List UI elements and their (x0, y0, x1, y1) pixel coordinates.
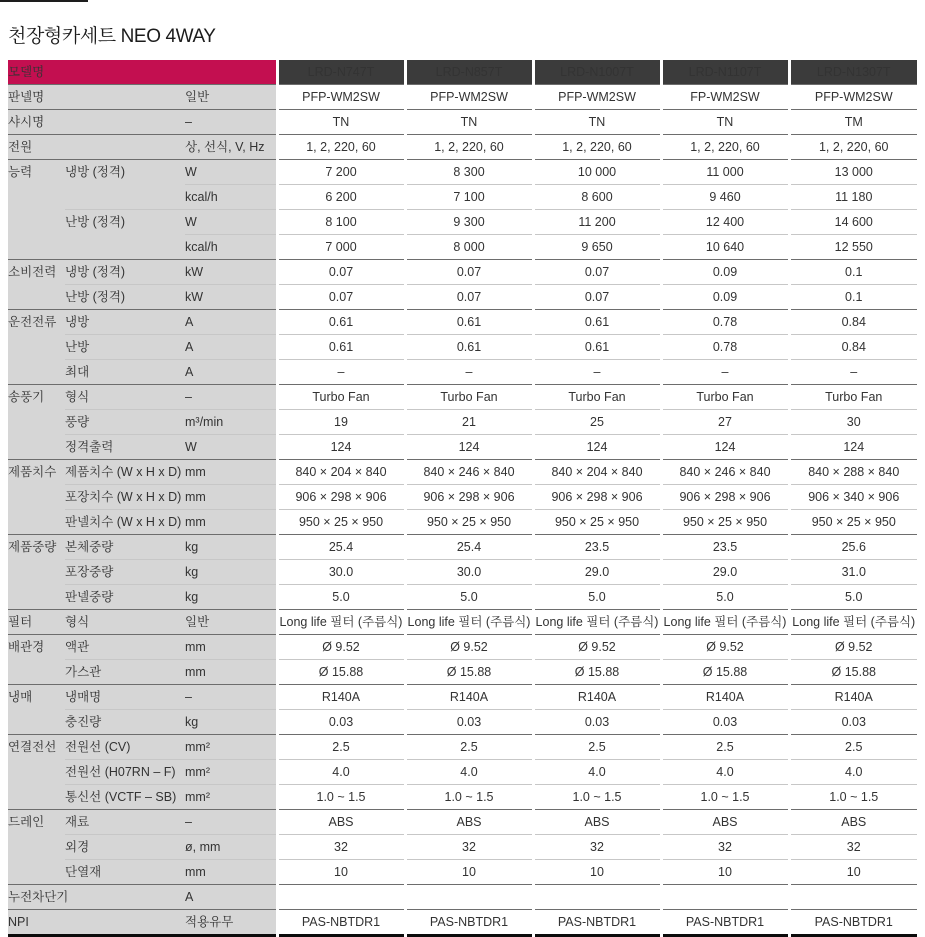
spec-value: Turbo Fan (277, 385, 405, 410)
spec-value: Ø 9.52 (405, 635, 533, 660)
spec-value: 7 100 (405, 185, 533, 210)
table-row (8, 110, 917, 135)
spec-value: 13 000 (789, 160, 917, 185)
row-category: 운전전류 (8, 310, 65, 385)
row-unit: mm² (185, 760, 277, 785)
spec-value: 0.84 (789, 335, 917, 360)
model-header-cell: LRD-N747T (277, 60, 405, 85)
spec-value: 906 × 298 × 906 (277, 485, 405, 510)
row-unit: mm (185, 860, 277, 885)
row-subcategory: 전원선 (CV) (65, 735, 185, 760)
row-unit: – (185, 385, 277, 410)
table-row (8, 860, 917, 885)
row-unit: kcal/h (185, 185, 277, 210)
spec-value: 950 × 25 × 950 (405, 510, 533, 535)
spec-value: 10 (405, 860, 533, 885)
row-unit: kg (185, 585, 277, 610)
row-unit: mm² (185, 785, 277, 810)
row-category: 드레인 (8, 810, 65, 885)
spec-value: 1.0 ~ 1.5 (277, 785, 405, 810)
spec-value: – (405, 360, 533, 385)
spec-value: 19 (277, 410, 405, 435)
spec-value: 30.0 (405, 560, 533, 585)
table-row (8, 760, 917, 785)
row-subcategory: 정격출력 (65, 435, 185, 460)
row-subcategory: 액관 (65, 635, 185, 660)
spec-value: 0.61 (533, 310, 661, 335)
row-category: 전원 (8, 135, 185, 160)
table-row (8, 685, 917, 710)
spec-value: 2.5 (661, 735, 789, 760)
spec-value: 10 000 (533, 160, 661, 185)
spec-value: 30.0 (277, 560, 405, 585)
spec-value: PAS-NBTDR1 (405, 910, 533, 936)
model-header-label: 모델명 (8, 60, 277, 85)
spec-value: PFP-WM2SW (789, 85, 917, 110)
spec-value: 1, 2, 220, 60 (277, 135, 405, 160)
row-unit: 일반 (185, 85, 277, 110)
spec-value (661, 885, 789, 910)
row-subcategory: 최대 (65, 360, 185, 385)
spec-value: 32 (405, 835, 533, 860)
spec-value: 2.5 (405, 735, 533, 760)
spec-value: 25.4 (277, 535, 405, 560)
spec-value: 0.09 (661, 260, 789, 285)
row-subcategory: 전원선 (H07RN – F) (65, 760, 185, 785)
row-subcategory: 재료 (65, 810, 185, 835)
spec-value: 8 300 (405, 160, 533, 185)
spec-value: 906 × 298 × 906 (533, 485, 661, 510)
spec-value: R140A (277, 685, 405, 710)
row-unit: – (185, 810, 277, 835)
spec-value: 4.0 (661, 760, 789, 785)
row-subcategory: 단열재 (65, 860, 185, 885)
spec-value: 7 000 (277, 235, 405, 260)
row-unit: – (185, 685, 277, 710)
spec-value: 8 000 (405, 235, 533, 260)
table-row (8, 585, 917, 610)
spec-value: 1, 2, 220, 60 (533, 135, 661, 160)
spec-value: TN (533, 110, 661, 135)
table-row (8, 660, 917, 685)
row-category: 제품중량 (8, 535, 65, 610)
spec-value: 5.0 (661, 585, 789, 610)
row-subcategory: 본체중량 (65, 535, 185, 560)
spec-value: 9 460 (661, 185, 789, 210)
model-header-cell: LRD-N1107T (661, 60, 789, 85)
spec-value: PFP-WM2SW (277, 85, 405, 110)
spec-value: 30 (789, 410, 917, 435)
table-row (8, 360, 917, 385)
spec-value: 1.0 ~ 1.5 (661, 785, 789, 810)
row-unit: kg (185, 560, 277, 585)
spec-value: 840 × 246 × 840 (405, 460, 533, 485)
row-unit: mm (185, 660, 277, 685)
spec-value: TN (661, 110, 789, 135)
table-row (8, 635, 917, 660)
spec-value: 29.0 (533, 560, 661, 585)
spec-value: Long life 필터 (주름식) (405, 610, 533, 635)
spec-value: 7 200 (277, 160, 405, 185)
spec-value: 840 × 246 × 840 (661, 460, 789, 485)
model-header-row (8, 60, 917, 85)
table-row (8, 835, 917, 860)
row-unit: 적용유무 (185, 910, 277, 936)
spec-value: 32 (661, 835, 789, 860)
spec-value: 29.0 (661, 560, 789, 585)
row-unit: A (185, 885, 277, 910)
row-subcategory: 포장치수 (W x H x D) (65, 485, 185, 510)
spec-value (277, 885, 405, 910)
spec-value: 4.0 (533, 760, 661, 785)
table-row (8, 535, 917, 560)
spec-value: 0.1 (789, 285, 917, 310)
spec-value: Turbo Fan (661, 385, 789, 410)
row-unit: mm (185, 635, 277, 660)
row-unit: W (185, 435, 277, 460)
spec-value: 0.09 (661, 285, 789, 310)
spec-value: 10 (533, 860, 661, 885)
row-subcategory: 난방 (65, 335, 185, 360)
spec-value: 4.0 (405, 760, 533, 785)
spec-value: Turbo Fan (533, 385, 661, 410)
spec-value: Long life 필터 (주름식) (277, 610, 405, 635)
row-subcategory: 냉방 (정격) (65, 260, 185, 285)
row-category: 연결전선 (8, 735, 65, 810)
spec-value: 906 × 298 × 906 (405, 485, 533, 510)
table-row (8, 210, 917, 235)
spec-value: – (277, 360, 405, 385)
spec-value (405, 885, 533, 910)
row-category: 소비전력 (8, 260, 65, 310)
spec-value: 124 (789, 435, 917, 460)
row-unit: mm² (185, 735, 277, 760)
spec-value: Long life 필터 (주름식) (661, 610, 789, 635)
table-row (8, 310, 917, 335)
table-row (8, 135, 917, 160)
model-header-cell: LRD-N1307T (789, 60, 917, 85)
table-row (8, 610, 917, 635)
row-subcategory: 통신선 (VCTF – SB) (65, 785, 185, 810)
row-category: 필터 (8, 610, 65, 635)
spec-value (789, 885, 917, 910)
spec-value: 32 (789, 835, 917, 860)
spec-value: R140A (661, 685, 789, 710)
table-row (8, 460, 917, 485)
spec-value: PAS-NBTDR1 (533, 910, 661, 936)
spec-value: 950 × 25 × 950 (533, 510, 661, 535)
table-row (8, 785, 917, 810)
spec-value: 32 (277, 835, 405, 860)
spec-value: 8 600 (533, 185, 661, 210)
spec-value: 11 200 (533, 210, 661, 235)
spec-value: Long life 필터 (주름식) (789, 610, 917, 635)
table-row (8, 410, 917, 435)
spec-value: 5.0 (405, 585, 533, 610)
spec-value: TN (405, 110, 533, 135)
spec-value: 14 600 (789, 210, 917, 235)
spec-value: 10 640 (661, 235, 789, 260)
spec-value: 10 (661, 860, 789, 885)
spec-value: 0.61 (405, 335, 533, 360)
row-unit: kg (185, 535, 277, 560)
spec-value: Ø 9.52 (277, 635, 405, 660)
table-row (8, 335, 917, 360)
spec-value: PAS-NBTDR1 (661, 910, 789, 936)
spec-value: 4.0 (277, 760, 405, 785)
spec-value: 124 (533, 435, 661, 460)
table-row (8, 85, 917, 110)
spec-value (533, 885, 661, 910)
table-row (8, 710, 917, 735)
table-row (8, 735, 917, 760)
spec-value: 9 300 (405, 210, 533, 235)
spec-value: 31.0 (789, 560, 917, 585)
table-row (8, 160, 917, 185)
spec-value: 0.03 (533, 710, 661, 735)
spec-value: Long life 필터 (주름식) (533, 610, 661, 635)
table-row (8, 285, 917, 310)
spec-value: 5.0 (789, 585, 917, 610)
spec-value: 0.03 (277, 710, 405, 735)
spec-value: R140A (789, 685, 917, 710)
spec-value: 0.07 (405, 260, 533, 285)
spec-value: 1.0 ~ 1.5 (533, 785, 661, 810)
model-header-cell: LRD-N1007T (533, 60, 661, 85)
spec-value: 1, 2, 220, 60 (405, 135, 533, 160)
spec-value: 25 (533, 410, 661, 435)
row-unit: 상, 선식, V, Hz (185, 135, 277, 160)
row-subcategory: 판넬중량 (65, 585, 185, 610)
table-row (8, 485, 917, 510)
row-category: 배관경 (8, 635, 65, 685)
table-row (8, 810, 917, 835)
spec-value: PAS-NBTDR1 (789, 910, 917, 936)
spec-value: 0.61 (533, 335, 661, 360)
row-subcategory: 포장중량 (65, 560, 185, 585)
spec-value: 5.0 (533, 585, 661, 610)
spec-value: 10 (789, 860, 917, 885)
row-category: NPI (8, 910, 185, 936)
spec-value: 1, 2, 220, 60 (789, 135, 917, 160)
row-unit: A (185, 360, 277, 385)
spec-value: 32 (533, 835, 661, 860)
spec-value: 12 400 (661, 210, 789, 235)
spec-value: 10 (277, 860, 405, 885)
row-unit: mm (185, 485, 277, 510)
spec-value: ABS (533, 810, 661, 835)
spec-value: 12 550 (789, 235, 917, 260)
row-subcategory: 형식 (65, 385, 185, 410)
spec-value: 0.07 (277, 260, 405, 285)
row-category: 샤시명 (8, 110, 185, 135)
spec-value: 0.07 (533, 260, 661, 285)
spec-value: 1.0 ~ 1.5 (405, 785, 533, 810)
row-unit: A (185, 310, 277, 335)
spec-value: 23.5 (661, 535, 789, 560)
spec-value: TM (789, 110, 917, 135)
row-unit: – (185, 110, 277, 135)
row-subcategory: 냉매명 (65, 685, 185, 710)
spec-value: 2.5 (277, 735, 405, 760)
spec-value: 6 200 (277, 185, 405, 210)
spec-value: R140A (533, 685, 661, 710)
spec-value: 25.6 (789, 535, 917, 560)
spec-value: 0.61 (277, 310, 405, 335)
row-unit: mm (185, 460, 277, 485)
row-unit: kW (185, 285, 277, 310)
spec-value: 124 (661, 435, 789, 460)
spec-value: 906 × 298 × 906 (661, 485, 789, 510)
spec-value: 0.61 (405, 310, 533, 335)
spec-value: PAS-NBTDR1 (277, 910, 405, 936)
spec-value: 11 180 (789, 185, 917, 210)
spec-value: 0.84 (789, 310, 917, 335)
spec-value: 23.5 (533, 535, 661, 560)
row-subcategory: 제품치수 (W x H x D) (65, 460, 185, 485)
spec-value: 906 × 340 × 906 (789, 485, 917, 510)
spec-value: 840 × 204 × 840 (533, 460, 661, 485)
spec-value: – (789, 360, 917, 385)
table-row (8, 885, 917, 910)
row-unit: ø, mm (185, 835, 277, 860)
spec-table (8, 60, 917, 937)
spec-value: 840 × 204 × 840 (277, 460, 405, 485)
spec-value: Ø 15.88 (277, 660, 405, 685)
row-category: 냉매 (8, 685, 65, 735)
table-row (8, 560, 917, 585)
row-unit: 일반 (185, 610, 277, 635)
table-row (8, 385, 917, 410)
row-unit: kg (185, 710, 277, 735)
row-subcategory: 형식 (65, 610, 185, 635)
spec-value: ABS (277, 810, 405, 835)
row-subcategory: 난방 (정격) (65, 210, 185, 260)
spec-value: 950 × 25 × 950 (789, 510, 917, 535)
row-subcategory: 외경 (65, 835, 185, 860)
spec-value: 9 650 (533, 235, 661, 260)
spec-value: 11 000 (661, 160, 789, 185)
spec-value: 0.61 (277, 335, 405, 360)
row-unit: A (185, 335, 277, 360)
spec-value: Ø 9.52 (661, 635, 789, 660)
spec-value: Ø 15.88 (661, 660, 789, 685)
spec-value: 0.78 (661, 310, 789, 335)
spec-value: – (533, 360, 661, 385)
spec-value: 124 (277, 435, 405, 460)
spec-value: 124 (405, 435, 533, 460)
row-subcategory: 충진량 (65, 710, 185, 735)
row-unit: W (185, 160, 277, 185)
table-row (8, 435, 917, 460)
spec-value: FP-WM2SW (661, 85, 789, 110)
spec-value: 2.5 (789, 735, 917, 760)
spec-value: 950 × 25 × 950 (277, 510, 405, 535)
spec-value: 8 100 (277, 210, 405, 235)
spec-value: 21 (405, 410, 533, 435)
spec-value: 4.0 (789, 760, 917, 785)
spec-value: Turbo Fan (789, 385, 917, 410)
spec-value: 0.78 (661, 335, 789, 360)
row-subcategory: 냉방 (65, 310, 185, 335)
row-unit: mm (185, 510, 277, 535)
row-unit: kW (185, 260, 277, 285)
spec-value: 950 × 25 × 950 (661, 510, 789, 535)
spec-value: 0.07 (533, 285, 661, 310)
spec-value: 840 × 288 × 840 (789, 460, 917, 485)
spec-value: 0.07 (405, 285, 533, 310)
spec-value: 0.07 (277, 285, 405, 310)
row-category: 판넬명 (8, 85, 185, 110)
spec-value: PFP-WM2SW (405, 85, 533, 110)
spec-value: Ø 15.88 (405, 660, 533, 685)
row-category: 능력 (8, 160, 65, 260)
spec-value: R140A (405, 685, 533, 710)
row-category: 제품치수 (8, 460, 65, 535)
spec-value: 5.0 (277, 585, 405, 610)
spec-value: Ø 15.88 (789, 660, 917, 685)
spec-value: 1.0 ~ 1.5 (789, 785, 917, 810)
row-subcategory: 난방 (정격) (65, 285, 185, 310)
row-category: 누전차단기 (8, 885, 185, 910)
row-subcategory: 판넬치수 (W x H x D) (65, 510, 185, 535)
table-row (8, 910, 917, 936)
spec-table-body (8, 85, 917, 936)
table-row (8, 510, 917, 535)
page-top-rule (0, 0, 88, 2)
spec-value: Ø 15.88 (533, 660, 661, 685)
spec-value: ABS (789, 810, 917, 835)
row-unit: W (185, 210, 277, 235)
spec-value: Turbo Fan (405, 385, 533, 410)
spec-value: Ø 9.52 (533, 635, 661, 660)
row-unit: m³/min (185, 410, 277, 435)
spec-value: ABS (661, 810, 789, 835)
row-subcategory: 냉방 (정격) (65, 160, 185, 210)
spec-value: 27 (661, 410, 789, 435)
spec-value: PFP-WM2SW (533, 85, 661, 110)
table-row (8, 260, 917, 285)
spec-value: 1, 2, 220, 60 (661, 135, 789, 160)
spec-value: 0.03 (661, 710, 789, 735)
spec-value: ABS (405, 810, 533, 835)
spec-value: 2.5 (533, 735, 661, 760)
spec-value: 0.03 (789, 710, 917, 735)
spec-value: – (661, 360, 789, 385)
row-unit: kcal/h (185, 235, 277, 260)
spec-value: 0.03 (405, 710, 533, 735)
spec-value: Ø 9.52 (789, 635, 917, 660)
model-header-cell: LRD-N857T (405, 60, 533, 85)
spec-value: 0.1 (789, 260, 917, 285)
row-category: 송풍기 (8, 385, 65, 460)
page-title: 천장형카세트 NEO 4WAY (8, 25, 216, 47)
spec-value: 25.4 (405, 535, 533, 560)
row-subcategory: 가스관 (65, 660, 185, 685)
row-subcategory: 풍량 (65, 410, 185, 435)
spec-value: TN (277, 110, 405, 135)
